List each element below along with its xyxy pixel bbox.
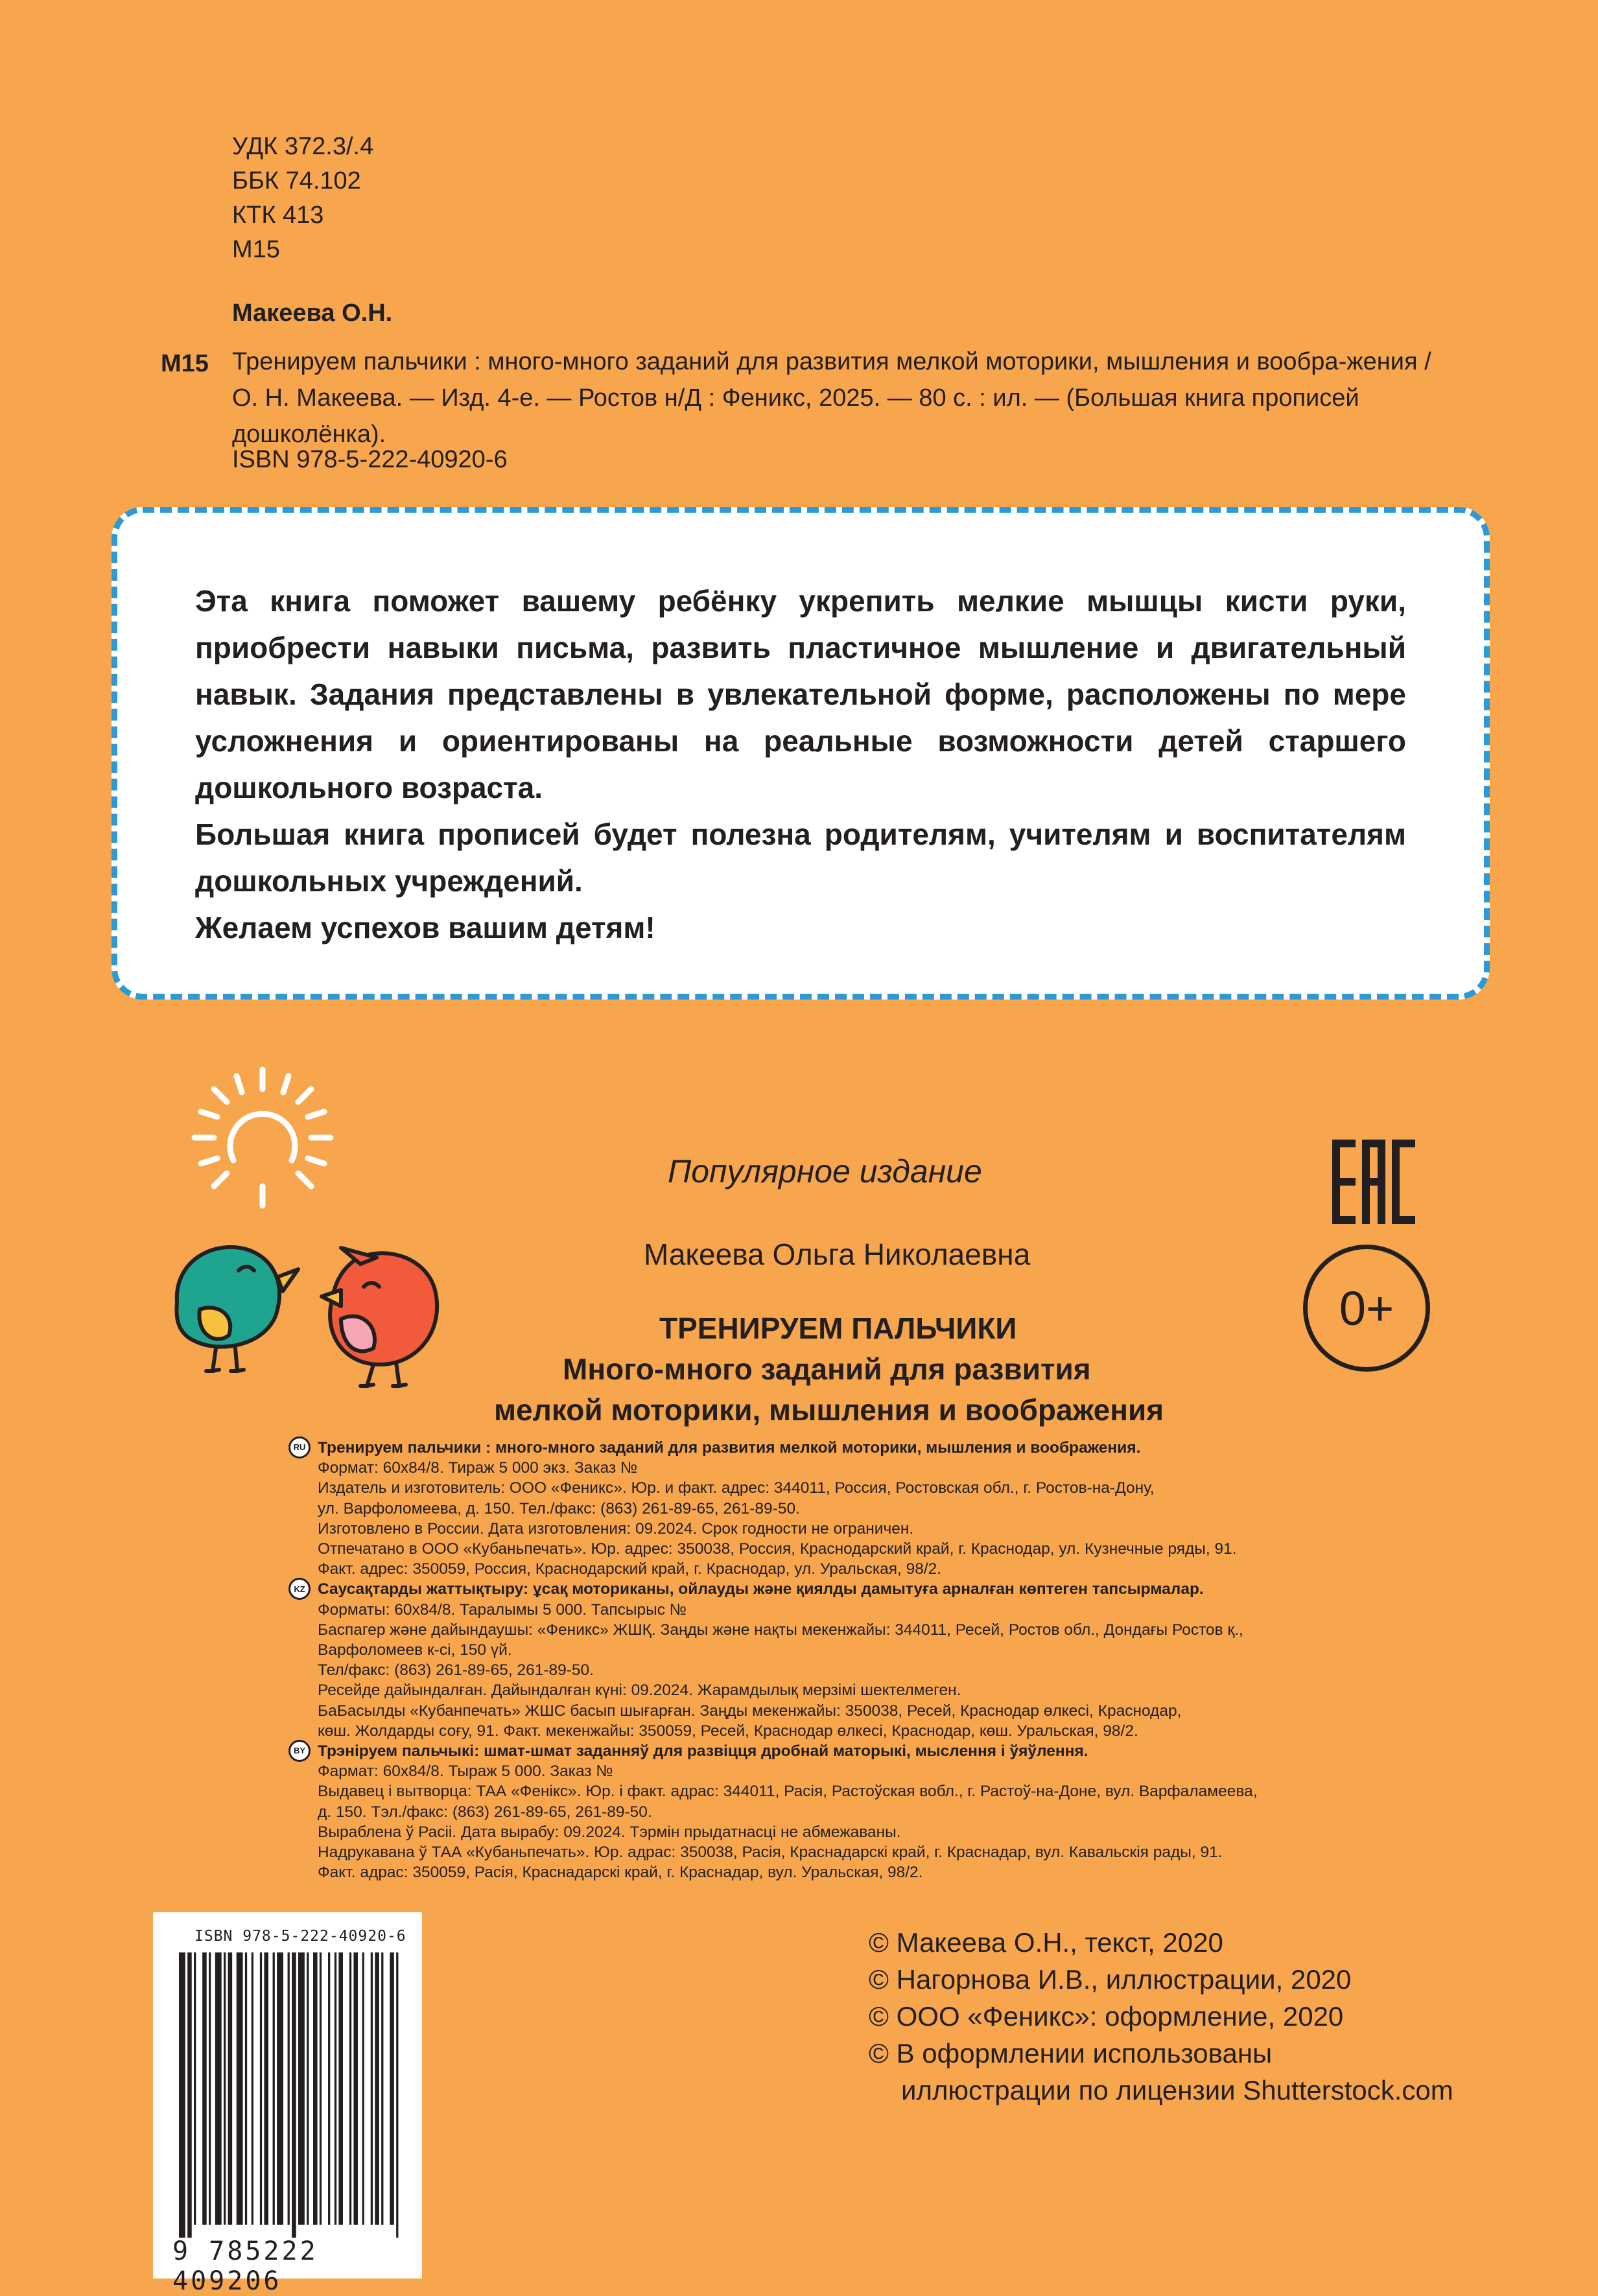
imprint-ru-line: Отпечатано в ООО «Кубаньпечать». Юр. адрес: 350038, Россия, Краснодарский край, г. Краснодар, ул. Кузнечные ряды, 91. [318, 1540, 1237, 1558]
bbk-code: ББК 74.102 [232, 167, 361, 194]
imprint-by [293, 1741, 1420, 1882]
annotation-paragraph-2: Большая книга прописей будет полезна родителям, учителям и воспитателям дошкольных учреждений. [195, 817, 1406, 898]
barcode-bar [371, 1952, 373, 2225]
barcode-bar [179, 1952, 185, 2238]
barcode-bar [335, 1952, 336, 2225]
imprint-by-line: Выраблена ў Расіі. Дата вырабу: 09.2024. Тэрмін прыдатнасці не абмежаваны. [318, 1823, 901, 1841]
barcode-bar [298, 1952, 305, 2225]
red-bird-icon [315, 1245, 451, 1394]
imprint-kz [294, 1579, 1420, 1741]
annotation-paragraph-3: Желаем успехов вашим детям! [195, 911, 655, 944]
imprint-by-line: д. 150. Тэл./факс: (863) 261-89-65, 261-89-50. [318, 1803, 652, 1821]
imprint-ru [293, 1438, 1420, 1579]
barcode-bar [320, 1952, 322, 2225]
barcode-bar [224, 1952, 226, 2225]
imprint-by-line: Фармат: 60х84/8. Тыраж 5 000. Заказ № [318, 1763, 613, 1781]
annotation-box [112, 507, 1490, 1000]
imprint-ru-line: Издатель и изготовитель: ООО «Феникс». Юр. и факт. адрес: 344011, Россия, Ростовская обл., г. Ростов-на-Дону, [318, 1479, 1155, 1497]
barcode-bar [260, 1952, 262, 2225]
imprint-ru-line: Формат: 60х84/8. Тираж 5 000 экз. Заказ № [318, 1459, 638, 1477]
barcode-bar [307, 1952, 309, 2225]
barcode-bar [264, 1952, 268, 2225]
udk-code: УДК 372.3/.4 [232, 133, 374, 160]
barcode-bar [245, 1952, 247, 2225]
imprint-by-line: Факт. адрас: 350059, Расія, Краснадарскі край, г. Краснадар, вул. Уральская, 98/2. [318, 1864, 923, 1882]
imprint-kz-title: Саусақтарды жаттықтыру: ұсақ моториканы, ойлауды және қиялды дамытуға арналған көптеген тапсырмалар. [318, 1580, 1204, 1599]
copyright-line: © В оформлении использованы [869, 2038, 1273, 2068]
edition-type: Популярное издание [668, 1153, 982, 1189]
bib-author: Макеева О.Н. [232, 299, 393, 327]
barcode-bar [390, 1952, 394, 2225]
barcode-bar [292, 1952, 296, 2238]
imprint-ru-title: Тренируем пальчики : много-много заданий для развития мелкой моторики, мышления и воображения. [318, 1439, 1141, 1457]
barcode-bar [313, 1952, 318, 2225]
barcode-bar [338, 1952, 343, 2225]
barcode-isbn-text: ISBN 978-5-222-40920-6 [194, 1928, 406, 1945]
barcode-bar [349, 1952, 351, 2225]
copyright-line: © Нагорнова И.В., иллюстрации, 2020 [869, 1964, 1352, 1995]
copyright-line: © Макеева О.Н., текст, 2020 [869, 1927, 1223, 1958]
barcode-bar [375, 1952, 379, 2225]
book-title: ТРЕНИРУЕМ ПАЛЬЧИКИ [659, 1311, 1017, 1345]
barcode-bar [202, 1952, 207, 2225]
barcode-bar [396, 1952, 398, 2238]
copyright-line: иллюстрации по лицензии Shutterstock.com [901, 2075, 1453, 2105]
imprint-by-title: Трэніруем пальчыкі: шмат-шмат заданняў для развіцця дробнай маторыкі, мыслення і ўяўлення. [318, 1742, 1088, 1761]
lang-badge-ru: RU [288, 1436, 311, 1458]
barcode-bar [194, 1952, 196, 2225]
imprint-kz-line: Варфоломеев к-сі, 150 үй. [318, 1641, 512, 1659]
classification-codes [232, 130, 373, 267]
imprint-ru-line: ул. Варфоломеева, д. 150. Тел./факс: (863) 261-89-65, 261-89-50. [318, 1499, 800, 1517]
barcode-bar [237, 1952, 243, 2225]
bib-isbn: ISBN 978-5-222-40920-6 [232, 446, 508, 473]
imprint-ru-line: Факт. адрес: 350059, Россия, Краснодарский край, г. Краснодар, ул. Уральская, 98/2. [318, 1560, 942, 1578]
imprint-kz-line: Форматы: 60х84/8. Таралымы 5 000. Тапсырыс № [318, 1600, 687, 1619]
imprint-kz-line: Тел/факс: (863) 261-89-65, 261-89-50. [318, 1661, 594, 1680]
ktk-code: КТК 413 [232, 202, 324, 229]
barcode-bar [328, 1952, 330, 2225]
barcode-bars [179, 1952, 403, 2238]
annotation-paragraph-1: Эта книга поможет вашему ребёнку укрепить мелкие мышцы кисти руки, приобрести навыки письма, развить пластичное мышление и двигательный навык. Задания представлены в увлекательной форме, расположены по мере усложнения и ориентированы на реальные возможности детей старшего дошкольного возраста. [195, 584, 1406, 804]
imprint-by-line: Выдавец і вытворца: ТАА «Фенікс». Юр. і факт. адрас: 344011, Расія, Растоўская вобл., г. Растоў-на-Доне, вул. Варфаламеева, [318, 1783, 1258, 1801]
eac-mark-icon [1332, 1140, 1415, 1224]
green-bird-icon [161, 1232, 303, 1381]
barcode-bar [215, 1952, 222, 2225]
author-full-name: Макеева Ольга Николаевна [644, 1237, 1031, 1271]
imprint-kz-line: көш. Жолдарды соғу, 91. Факт. мекенжайы: 350059, Ресей, Краснодар өлкесі, Краснодар, көш. Уральская, 98/2. [318, 1722, 1138, 1740]
book-subtitle-line-1: Много-много заданий для развития [563, 1352, 1091, 1386]
sun-icon [188, 1063, 337, 1212]
author-mark: М15 [232, 236, 280, 263]
imprint-kz-line: Ресейде дайындалған. Дайындалған күні: 09.2024. Жарамдылық мерзімі шектелмеген. [318, 1681, 961, 1700]
barcode-bar [209, 1952, 211, 2225]
imprint-ru-line: Изготовлено в России. Дата изготовления: 09.2024. Срок годности не ограничен. [318, 1519, 914, 1538]
lang-badge-by: BY [288, 1740, 311, 1762]
book-subtitle-line-2: мелкой моторики, мышления и воображения [494, 1393, 1164, 1427]
imprint-by-line: Надрукавана ў ТАА «Кубаньпечать». Юр. адрас: 350038, Расія, Краснадарскі край, г. Краснадар, вул. Кавальскія рады, 91. [318, 1844, 1223, 1862]
barcode-bar [277, 1952, 283, 2225]
lang-badge-kz: KZ [288, 1578, 311, 1600]
barcode-bar [288, 1952, 290, 2225]
barcode-bar [353, 1952, 358, 2225]
copyright-line: © ООО «Феникс»: оформление, 2020 [869, 2001, 1344, 2032]
imprint-kz-line: Баспагер және дайындаушы: «Феникс» ЖШҚ. Заңды және нақты мекенжайы: 344011, Ресей, Ростов обл., Дондағы Ростов қ., [318, 1621, 1243, 1639]
imprint-block [293, 1438, 1420, 1882]
barcode-bar [252, 1952, 253, 2225]
barcode-bar [381, 1952, 383, 2225]
isbn-barcode [153, 1912, 422, 2296]
barcode-bar [228, 1952, 233, 2225]
barcode-bar [362, 1952, 364, 2225]
age-rating-badge: 0+ [1303, 1245, 1430, 1372]
bib-description: Тренируем пальчики : много-много заданий для развития мелкой моторики, мышления и вообра-жения / О. Н. Макеева. — Изд. 4-е. — Ростов н/Д : Феникс, 2025. — 80 с. : ил. — (Большая книга прописей дошколёнка). [232, 348, 1431, 448]
bib-mark: М15 [161, 350, 209, 377]
barcode-bar [187, 1952, 192, 2238]
barcode-bar [273, 1952, 275, 2225]
barcode-number: 9 785222 409206 [172, 2236, 318, 2296]
copyright-block [869, 1924, 1453, 2109]
imprint-kz-line: БаБасылды «Кубанпечать» ЖШС басып шығарған. Заңды мекенжайы: 350038, Ресей, Краснодар өлкесі, Краснодар, [318, 1702, 1182, 1720]
